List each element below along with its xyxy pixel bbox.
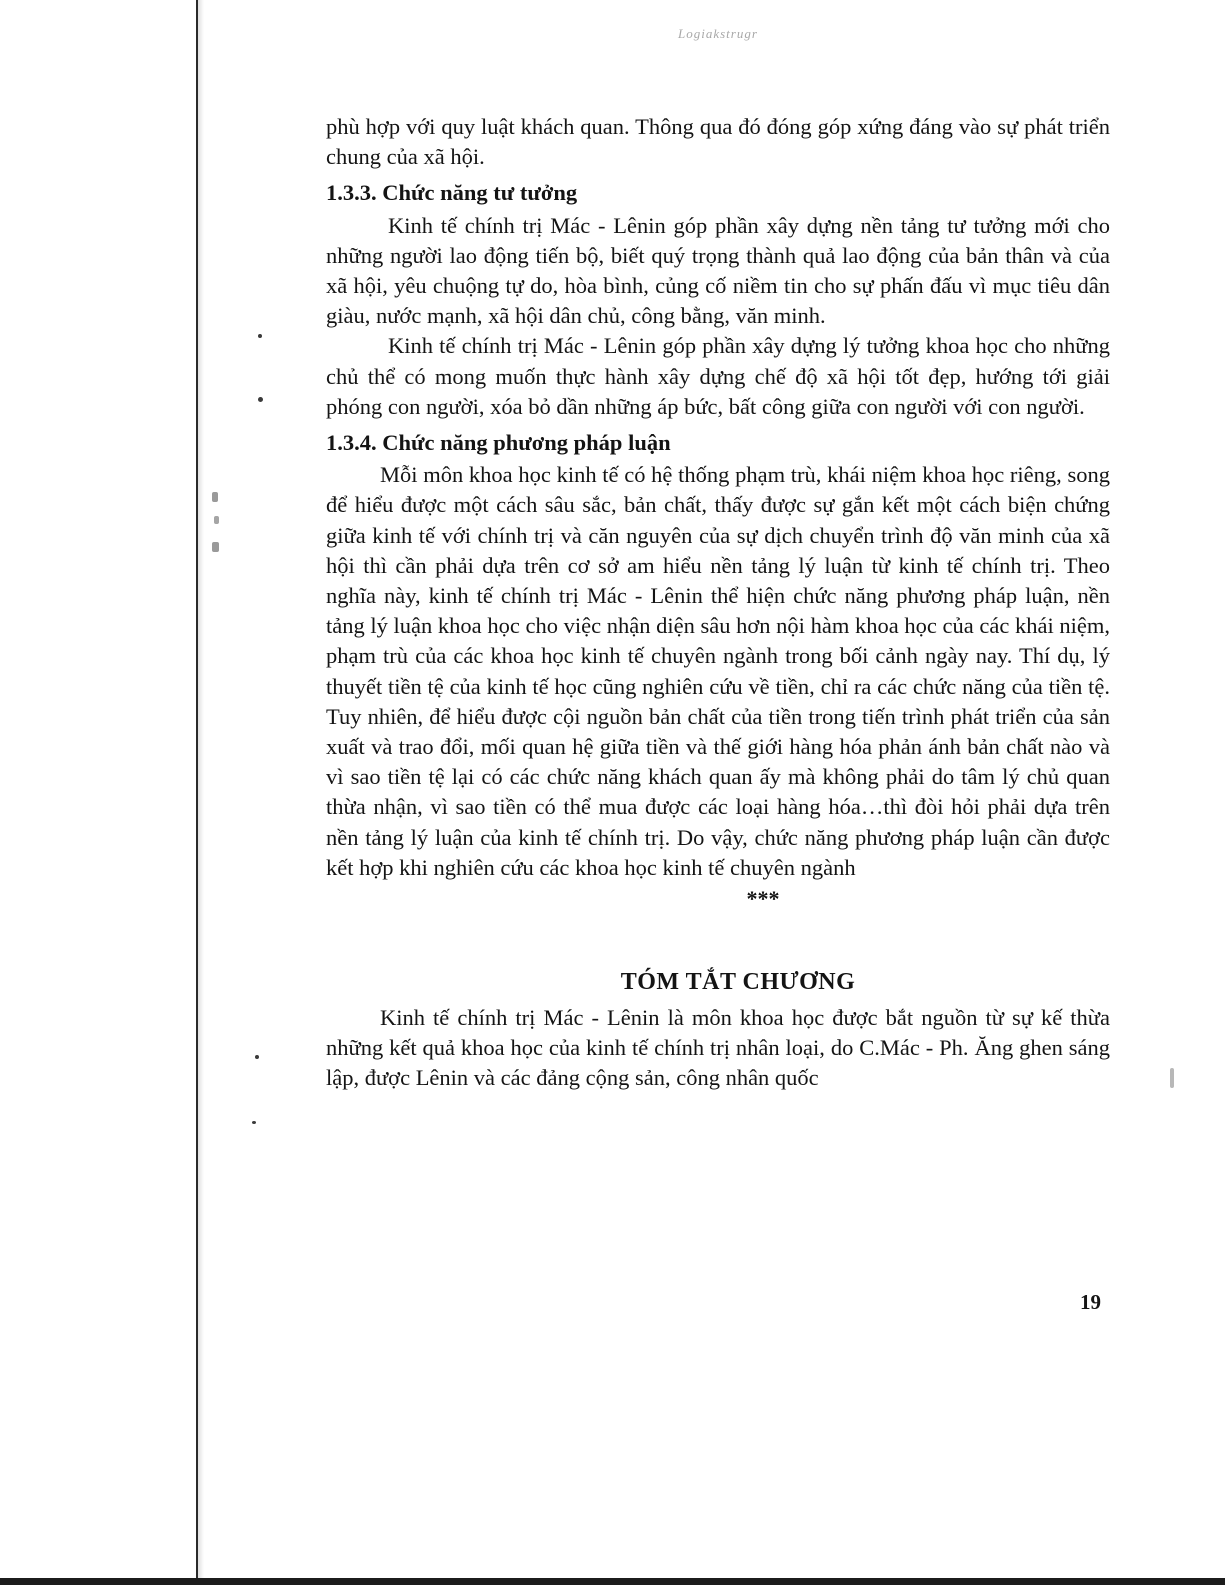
scan-speck: [214, 516, 219, 524]
scan-speck: [255, 1055, 259, 1059]
scan-speck: [212, 492, 218, 502]
paragraph-intro: phù hợp với quy luật khách quan. Thông qua đó đóng góp xứng đáng vào sự phát triển chung của xã hội.: [326, 114, 1110, 170]
heading-chapter-summary: TÓM TẮT CHƯƠNG: [620, 969, 856, 996]
scan-left-shadow: [198, 0, 204, 1585]
running-header: Logiakstrugr: [678, 26, 758, 41]
scan-speck: [252, 1121, 256, 1124]
scan-speck: [258, 397, 263, 402]
page-body: [326, 112, 1110, 1094]
scan-speck: [1170, 1068, 1174, 1088]
heading-section-1-3-4: 1.3.4. Chức năng phương pháp luận: [326, 430, 671, 456]
section-separator: ***: [746, 886, 780, 912]
paragraph-summary: Kinh tế chính trị Mác - Lênin là môn khoa học được bắt nguồn từ sự kế thừa những kết quả khoa học của kinh tế chính trị nhân loại, do C.Mác - Ph. Ăng ghen sáng lập, được Lênin và các đảng cộng sản, công nhân quốc: [326, 1005, 1110, 1091]
scan-speck: [212, 542, 219, 552]
paragraph-ideology-2: Kinh tế chính trị Mác - Lênin góp phần xây dựng lý tưởng khoa học cho những chủ thể có mong muốn thực hành xây dựng chế độ xã hội tốt đẹp, hướng tới giải phóng con người, xóa bỏ dần những áp bức, bất công giữa con người với con người.: [326, 333, 1110, 419]
page-number: 19: [1080, 1290, 1101, 1314]
paragraph-ideology-1: Kinh tế chính trị Mác - Lênin góp phần xây dựng nền tảng tư tưởng mới cho những người lao động tiến bộ, biết quý trọng thành quả lao động của bản thân và của xã hội, yêu chuộng tự do, hòa bình, củng cố niềm tin cho sự phấn đấu vì mục tiêu dân giàu, nước mạnh, xã hội dân chủ, công bằng, văn minh.: [326, 212, 1110, 329]
scan-bottom-edge: [0, 1578, 1225, 1585]
scan-speck: [258, 334, 262, 338]
paragraph-methodology: Mỗi môn khoa học kinh tế có hệ thống phạm trù, khái niệm khoa học riêng, song để hiểu được một cách sâu sắc, bản chất, thấy được sự gắn kết một cách biện chứng giữa kinh tế với chính trị và căn nguyên của sự dịch chuyển trình độ văn minh của xã hội thì cần phải dựa trên cơ sở am hiểu nền tảng lý luận từ kinh tế chính trị. Theo nghĩa này, kinh tế chính trị Mác - Lênin thể hiện chức năng phương pháp luận, nền tảng lý luận khoa học cho việc nhận diện sâu hơn nội hàm khoa học của các khái niệm, phạm trù của các khoa học kinh tế chuyên ngành trong bối cảnh ngày nay. Thí dụ, lý thuyết tiền tệ của kinh tế học cũng nghiên cứu về tiền, chỉ ra các chức năng của tiền tệ. Tuy nhiên, để hiểu được cội nguồn bản chất của tiền trong tiến trình phát triển của sản xuất và trao đổi, mối quan hệ giữa tiền và thế giới hàng hóa phản ánh bản chất nào và vì sao tiền tệ lại có các chức năng khách quan ấy mà không phải do tâm lý chủ quan thừa nhận, vì sao tiền có thể mua được các loại hàng hóa…thì đòi hỏi phải dựa trên nền tảng lý luận của kinh tế chính trị. Do vậy, chức năng phương pháp luận cần được kết hợp khi nghiên cứu các khoa học kinh tế chuyên ngành: [326, 462, 1110, 880]
heading-section-1-3-3: 1.3.3. Chức năng tư tưởng: [326, 180, 578, 206]
